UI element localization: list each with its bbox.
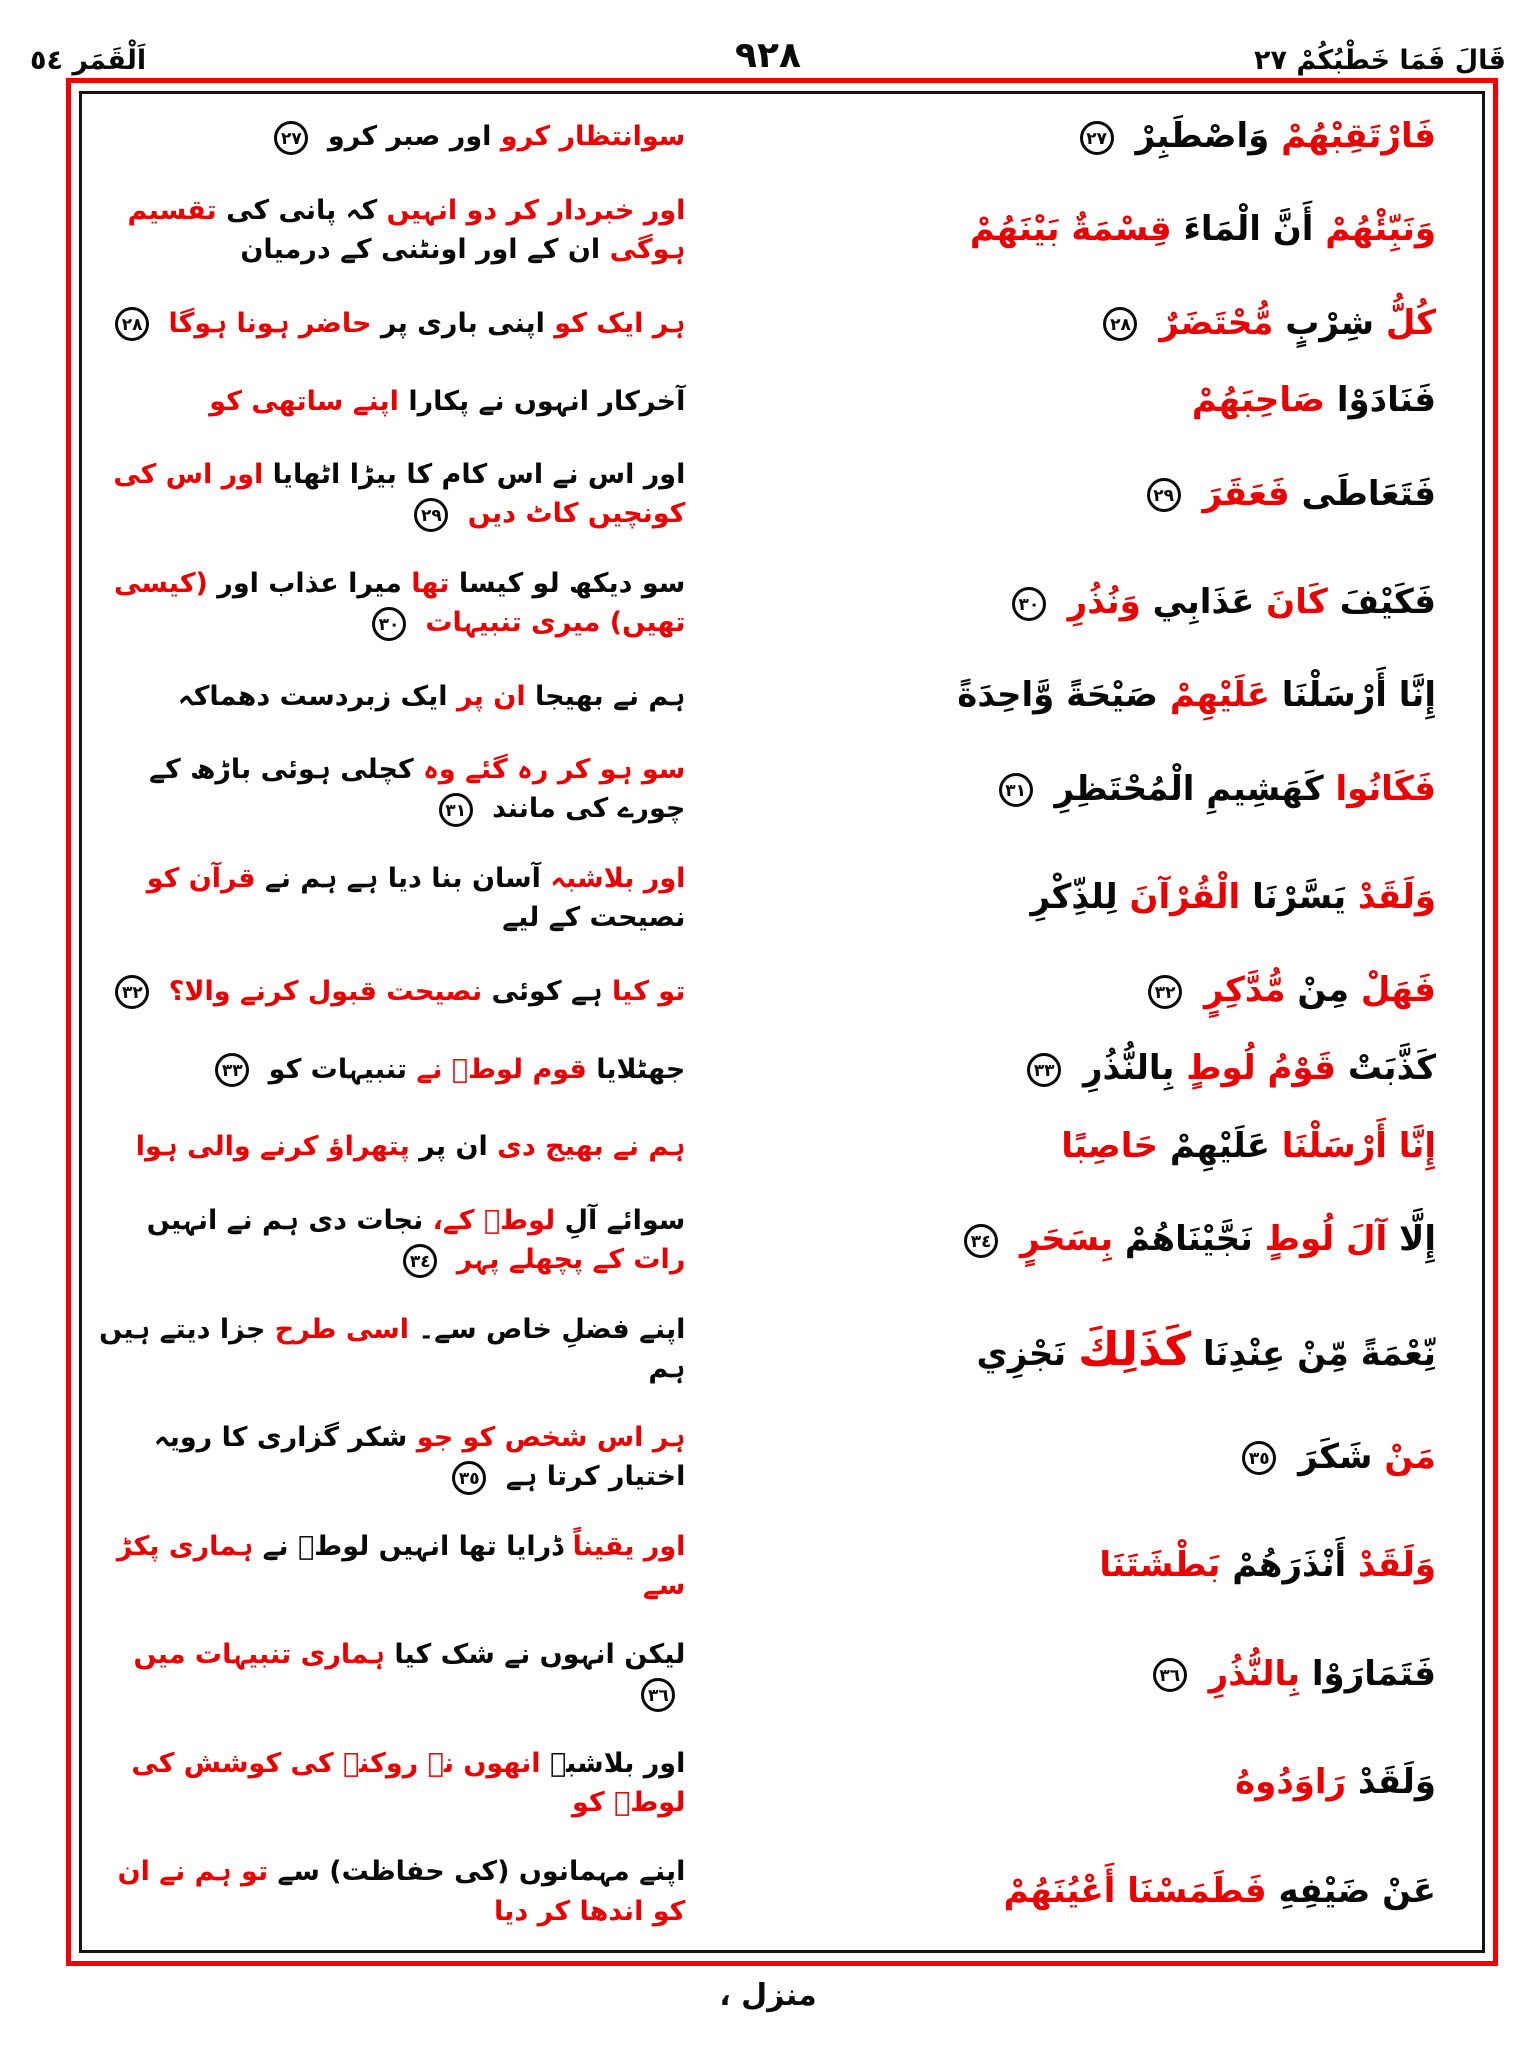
text-segment: انھوں نے روکنے کی کوشش کی لوطؑ کو bbox=[131, 1747, 686, 1819]
arabic-verse-line bbox=[740, 1317, 1476, 1381]
verse-number-badge: ٣٣ bbox=[215, 1053, 249, 1087]
text-segment: عَلَيْهِمْ bbox=[1169, 1126, 1270, 1167]
text-segment: فَتَمَارَوْا bbox=[1311, 1653, 1436, 1694]
urdu-translation-line bbox=[88, 972, 740, 1011]
text-segment: رَاوَدُوهُ bbox=[1235, 1762, 1347, 1803]
text-segment: حاضر ہونا ہوگا bbox=[168, 307, 372, 339]
verse-number-badge: ٢٩ bbox=[1147, 478, 1181, 512]
arabic-verse-line bbox=[740, 874, 1476, 922]
text-segment: نَجَّيْنَاهُمْ bbox=[1124, 1219, 1253, 1260]
verse-row bbox=[88, 377, 1476, 425]
text-segment: اور اس نے اس کام کا بیڑا اٹھایا bbox=[272, 459, 686, 491]
text-segment: مِنْ bbox=[1297, 970, 1350, 1011]
text-segment: فَطَمَسْنَا أَعْيُنَهُمْ bbox=[1003, 1870, 1267, 1911]
verse-number-badge: ٣٢ bbox=[1148, 975, 1182, 1009]
verse-number-badge: ٣٠ bbox=[1012, 587, 1046, 621]
text-segment: فَعَقَرَ bbox=[1202, 473, 1290, 514]
page-number: ٩٢٨ bbox=[735, 35, 801, 76]
text-segment: آلَ لُوطٍ bbox=[1264, 1219, 1388, 1260]
arabic-verse-line bbox=[740, 113, 1476, 161]
text-segment: بِالنُّذُرِ bbox=[1208, 1653, 1301, 1694]
text-segment: تو ہم نے ان کو اندھا کر دیا bbox=[117, 1856, 686, 1927]
text-segment: مُّحْتَضَرٌ bbox=[1159, 302, 1274, 343]
verse-row bbox=[88, 672, 1476, 720]
arabic-verse-line bbox=[740, 672, 1476, 720]
arabic-verse-line bbox=[740, 1868, 1476, 1916]
verse-number-badge: ٣٥ bbox=[1242, 1441, 1276, 1475]
verse-number-badge: ٢٧ bbox=[274, 121, 308, 155]
arabic-verse-line bbox=[740, 1651, 1476, 1699]
text-segment: جزا دیتے ہیں ہم bbox=[99, 1313, 686, 1384]
text-segment: فَتَعَاطَى bbox=[1301, 473, 1436, 514]
text-segment: سو دیکھ لو کیسا bbox=[458, 567, 686, 599]
text-segment: شکر گزاری کا رویہ اختیار کرتا ہے bbox=[153, 1422, 686, 1493]
text-segment: كَذَّبَتْ bbox=[1347, 1048, 1436, 1089]
page-header bbox=[30, 14, 1506, 76]
text-segment: قَوْمُ لُوطٍ bbox=[1186, 1048, 1336, 1089]
urdu-translation-line bbox=[88, 859, 740, 937]
text-segment: آسان بنا دیا ہے ہم نے bbox=[264, 862, 541, 894]
text-segment: قرآن کو bbox=[146, 862, 256, 894]
arabic-verse-line bbox=[740, 1759, 1476, 1807]
text-segment: وَلَقَدْ bbox=[1357, 1545, 1436, 1586]
text-segment: كُلُّ bbox=[1385, 302, 1436, 343]
urdu-translation-line bbox=[88, 1744, 740, 1822]
urdu-translation-line bbox=[88, 1127, 740, 1166]
text-segment: ہماری پکڑ سے bbox=[116, 1530, 686, 1601]
text-segment: إِلَّا bbox=[1399, 1219, 1436, 1260]
verse-row bbox=[88, 859, 1476, 937]
urdu-translation-line bbox=[88, 1635, 740, 1713]
juz-title: قَالَ فَمَا خَطْبُكُمْ ٢٧ bbox=[1254, 45, 1506, 76]
verse-row bbox=[88, 1310, 1476, 1388]
text-segment: کچلی ہوئی باڑھ کے چورے کی مانند bbox=[149, 754, 686, 825]
text-segment: اور یقیناً bbox=[572, 1530, 686, 1562]
text-segment: بِسَحَرٍ bbox=[1020, 1219, 1114, 1260]
text-segment: أَنْذَرَهُمْ bbox=[1232, 1545, 1347, 1586]
urdu-translation-line bbox=[88, 1310, 740, 1388]
text-segment: لیکن انہوں نے شک کیا bbox=[394, 1639, 686, 1671]
text-segment: تو کیا bbox=[612, 975, 686, 1007]
text-segment: اپنی باری پر bbox=[380, 307, 545, 339]
text-segment: سوائے آلِ bbox=[564, 1205, 686, 1237]
text-segment: لِلذِّكْرِ bbox=[1030, 877, 1118, 918]
text-segment: ڈرایا تھا انہیں لوطؑ نے bbox=[262, 1530, 564, 1562]
arabic-verse-line bbox=[740, 471, 1476, 519]
text-segment: عَنْ ضَيْفِهِ bbox=[1278, 1870, 1436, 1911]
text-segment: آخرکار انہوں نے پکارا bbox=[408, 385, 686, 417]
urdu-translation-line bbox=[88, 1418, 740, 1496]
text-segment: صَيْحَةً وَّاحِدَةً bbox=[957, 675, 1158, 716]
text-segment: بَطْشَتَنَا bbox=[1099, 1545, 1221, 1586]
verse-number-badge: ٢٧ bbox=[1080, 121, 1114, 155]
text-segment: نصیحت قبول کرنے والا؟ bbox=[168, 975, 483, 1007]
page-footer bbox=[0, 1978, 1536, 2038]
text-segment: وَلَقَدْ bbox=[1357, 877, 1436, 918]
text-segment: فَكَيْفَ bbox=[1339, 582, 1436, 623]
text-segment: مُّدَّكِرٍ bbox=[1203, 970, 1286, 1011]
text-segment: إِنَّا أَرْسَلْنَا bbox=[1281, 1126, 1436, 1167]
verse-number-badge: ٣٦ bbox=[641, 1678, 675, 1712]
text-segment: وَاصْطَبِرْ bbox=[1135, 116, 1270, 157]
text-segment: تھا bbox=[411, 567, 450, 599]
arabic-verse-line bbox=[740, 300, 1476, 348]
text-segment: پتھراؤ کرنے والی ہوا bbox=[135, 1131, 410, 1163]
verse-row bbox=[88, 300, 1476, 348]
text-segment: شِرْبٍ bbox=[1285, 302, 1375, 343]
text-segment: نَجْزِي bbox=[976, 1333, 1067, 1374]
arabic-verse-line bbox=[740, 1216, 1476, 1264]
urdu-translation-line bbox=[88, 564, 740, 642]
surah-title: اَلْقَمَر ٥٤ bbox=[30, 45, 147, 76]
text-segment: اسی طرح bbox=[274, 1313, 410, 1345]
urdu-translation-line bbox=[88, 191, 740, 269]
urdu-translation-line bbox=[88, 677, 740, 716]
text-segment: اور بلاشبہ bbox=[550, 862, 686, 894]
text-segment: كَذَلِكَ bbox=[1077, 1321, 1192, 1376]
arabic-verse-line bbox=[740, 579, 1476, 627]
text-segment: تنبیہات کو bbox=[268, 1053, 407, 1085]
verse-row bbox=[88, 1635, 1476, 1713]
verse-row bbox=[88, 1418, 1476, 1496]
text-segment: كَهَشِيمِ الْمُحْتَظِرِ bbox=[1054, 768, 1324, 809]
page-frame-inner bbox=[79, 91, 1485, 1953]
arabic-verse-line bbox=[740, 1045, 1476, 1093]
arabic-verse-line bbox=[740, 1542, 1476, 1590]
arabic-verse-line bbox=[740, 766, 1476, 814]
text-segment: فَكَانُوا bbox=[1335, 768, 1436, 809]
verse-number-badge: ٣٦ bbox=[1153, 1658, 1187, 1692]
verse-number-badge: ٣٥ bbox=[452, 1461, 486, 1495]
text-segment: میرا عذاب اور bbox=[217, 567, 402, 599]
text-segment: ان کے اور اونٹنی کے درمیان bbox=[240, 234, 601, 266]
text-segment: جھٹلایا bbox=[596, 1053, 686, 1085]
text-segment: قوم لوطؑ نے bbox=[416, 1053, 587, 1085]
text-segment: سوانتظار کرو bbox=[500, 121, 686, 153]
verse-number-badge: ٣٠ bbox=[372, 607, 406, 641]
text-segment: شَكَرَ bbox=[1298, 1436, 1373, 1477]
text-segment: ہماری تنبیہات میں bbox=[133, 1639, 385, 1671]
arabic-verse-line bbox=[740, 967, 1476, 1015]
text-segment: ان پر bbox=[456, 680, 526, 712]
verse-row bbox=[88, 1744, 1476, 1822]
verse-number-badge: ٢٨ bbox=[115, 307, 149, 341]
urdu-translation-line bbox=[88, 750, 740, 828]
verse-number-badge: ٣٢ bbox=[115, 975, 149, 1009]
text-segment: لوطؑ کے، bbox=[432, 1205, 556, 1237]
verse-row bbox=[88, 1852, 1476, 1930]
text-segment: رات کے پچھلے پہر bbox=[456, 1244, 686, 1276]
text-segment: حَاصِبًا bbox=[1061, 1126, 1158, 1167]
text-segment: أَنَّ الْمَاءَ bbox=[1183, 209, 1314, 250]
urdu-translation-line bbox=[88, 1201, 740, 1279]
text-segment: اپنے مہمانوں (کی حفاظت) سے bbox=[277, 1856, 686, 1888]
arabic-verse-line bbox=[740, 1123, 1476, 1171]
arabic-verse-line bbox=[740, 1434, 1476, 1482]
text-segment: ہم نے بھیج دی bbox=[497, 1131, 686, 1163]
text-segment: اور اس کی کونچیں کاٹ دیں bbox=[113, 459, 686, 530]
text-segment: اور بلاشبہ bbox=[549, 1747, 686, 1779]
text-segment: ہے کوئی bbox=[491, 975, 603, 1007]
text-segment: بِالنُّذُرِ bbox=[1082, 1048, 1175, 1089]
text-segment: ہم نے بھیجا bbox=[535, 680, 686, 712]
verse-row bbox=[88, 191, 1476, 269]
text-segment: ہر اس شخص کو جو bbox=[416, 1422, 686, 1454]
text-segment: الْقُرْآنَ bbox=[1129, 877, 1241, 918]
text-segment: اپنے ساتھی کو bbox=[209, 385, 399, 417]
urdu-translation-line bbox=[88, 382, 740, 421]
arabic-verse-line bbox=[740, 206, 1476, 254]
text-segment: إِنَّا أَرْسَلْنَا bbox=[1281, 675, 1436, 716]
verse-rows bbox=[88, 98, 1476, 1946]
text-segment: وَنَبِّئْهُمْ bbox=[1325, 209, 1436, 250]
text-segment: يَسَّرْنَا bbox=[1252, 877, 1347, 918]
verse-number-badge: ٢٨ bbox=[1103, 307, 1137, 341]
urdu-translation-line bbox=[88, 455, 740, 533]
page-frame-outer bbox=[66, 78, 1498, 1966]
text-segment: عَلَيْهِمْ bbox=[1169, 675, 1270, 716]
text-segment: نجات دی ہم نے انہیں bbox=[146, 1205, 424, 1237]
text-segment: صَاحِبَهُمْ bbox=[1191, 380, 1325, 421]
text-segment: سو ہو کر رہ گئے وہ bbox=[423, 754, 686, 786]
text-segment: فَنَادَوْا bbox=[1336, 380, 1436, 421]
text-segment: ان پر bbox=[419, 1131, 488, 1163]
verse-row bbox=[88, 750, 1476, 828]
text-segment: ہر ایک کو bbox=[554, 307, 686, 339]
text-segment: تقسیم ہوگی bbox=[127, 195, 686, 266]
text-segment: قِسْمَةٌ بَيْنَهُمْ bbox=[969, 209, 1172, 250]
manzil-label: منزل ، bbox=[719, 1978, 817, 2013]
text-segment: اپنے فضلِ خاص سے۔ bbox=[418, 1313, 686, 1345]
text-segment: (کیسی تھیں) میری تنبیہات bbox=[114, 567, 686, 639]
text-segment: فَارْتَقِبْهُمْ bbox=[1281, 116, 1436, 157]
text-segment: نصیحت کے لیے bbox=[502, 902, 686, 934]
verse-row bbox=[88, 455, 1476, 533]
verse-number-badge: ٣٣ bbox=[1027, 1053, 1061, 1087]
text-segment: كَانَ bbox=[1266, 582, 1328, 623]
verse-number-badge: ٣١ bbox=[439, 793, 473, 827]
verse-row bbox=[88, 113, 1476, 161]
text-segment: نِّعْمَةً مِّنْ عِنْدِنَا bbox=[1203, 1333, 1436, 1374]
verse-row bbox=[88, 1527, 1476, 1605]
text-segment: وَنُذُرِ bbox=[1067, 582, 1141, 623]
text-segment: اور خبردار کر دو انہیں bbox=[386, 195, 686, 227]
arabic-verse-line bbox=[740, 377, 1476, 425]
text-segment: ایک زبردست دھماکہ bbox=[177, 680, 448, 712]
verse-row bbox=[88, 1123, 1476, 1171]
urdu-translation-line bbox=[88, 304, 740, 343]
verse-row bbox=[88, 1045, 1476, 1093]
verse-number-badge: ٣٤ bbox=[403, 1244, 437, 1278]
verse-number-badge: ٢٩ bbox=[414, 498, 448, 532]
text-segment: کہ پانی کی bbox=[226, 195, 378, 227]
text-segment: مَنْ bbox=[1384, 1436, 1436, 1477]
text-segment: اور صبر کرو bbox=[327, 121, 492, 153]
verse-row bbox=[88, 1201, 1476, 1279]
urdu-translation-line bbox=[88, 117, 740, 156]
urdu-translation-line bbox=[88, 1050, 740, 1089]
text-segment: فَهَلْ bbox=[1360, 970, 1436, 1011]
text-segment: وَلَقَدْ bbox=[1357, 1762, 1436, 1803]
verse-number-badge: ٣٤ bbox=[964, 1224, 998, 1258]
text-segment: عَذَابِي bbox=[1152, 582, 1255, 623]
verse-row bbox=[88, 564, 1476, 642]
verse-number-badge: ٣١ bbox=[999, 773, 1033, 807]
verse-row bbox=[88, 967, 1476, 1015]
urdu-translation-line bbox=[88, 1852, 740, 1930]
urdu-translation-line bbox=[88, 1527, 740, 1605]
